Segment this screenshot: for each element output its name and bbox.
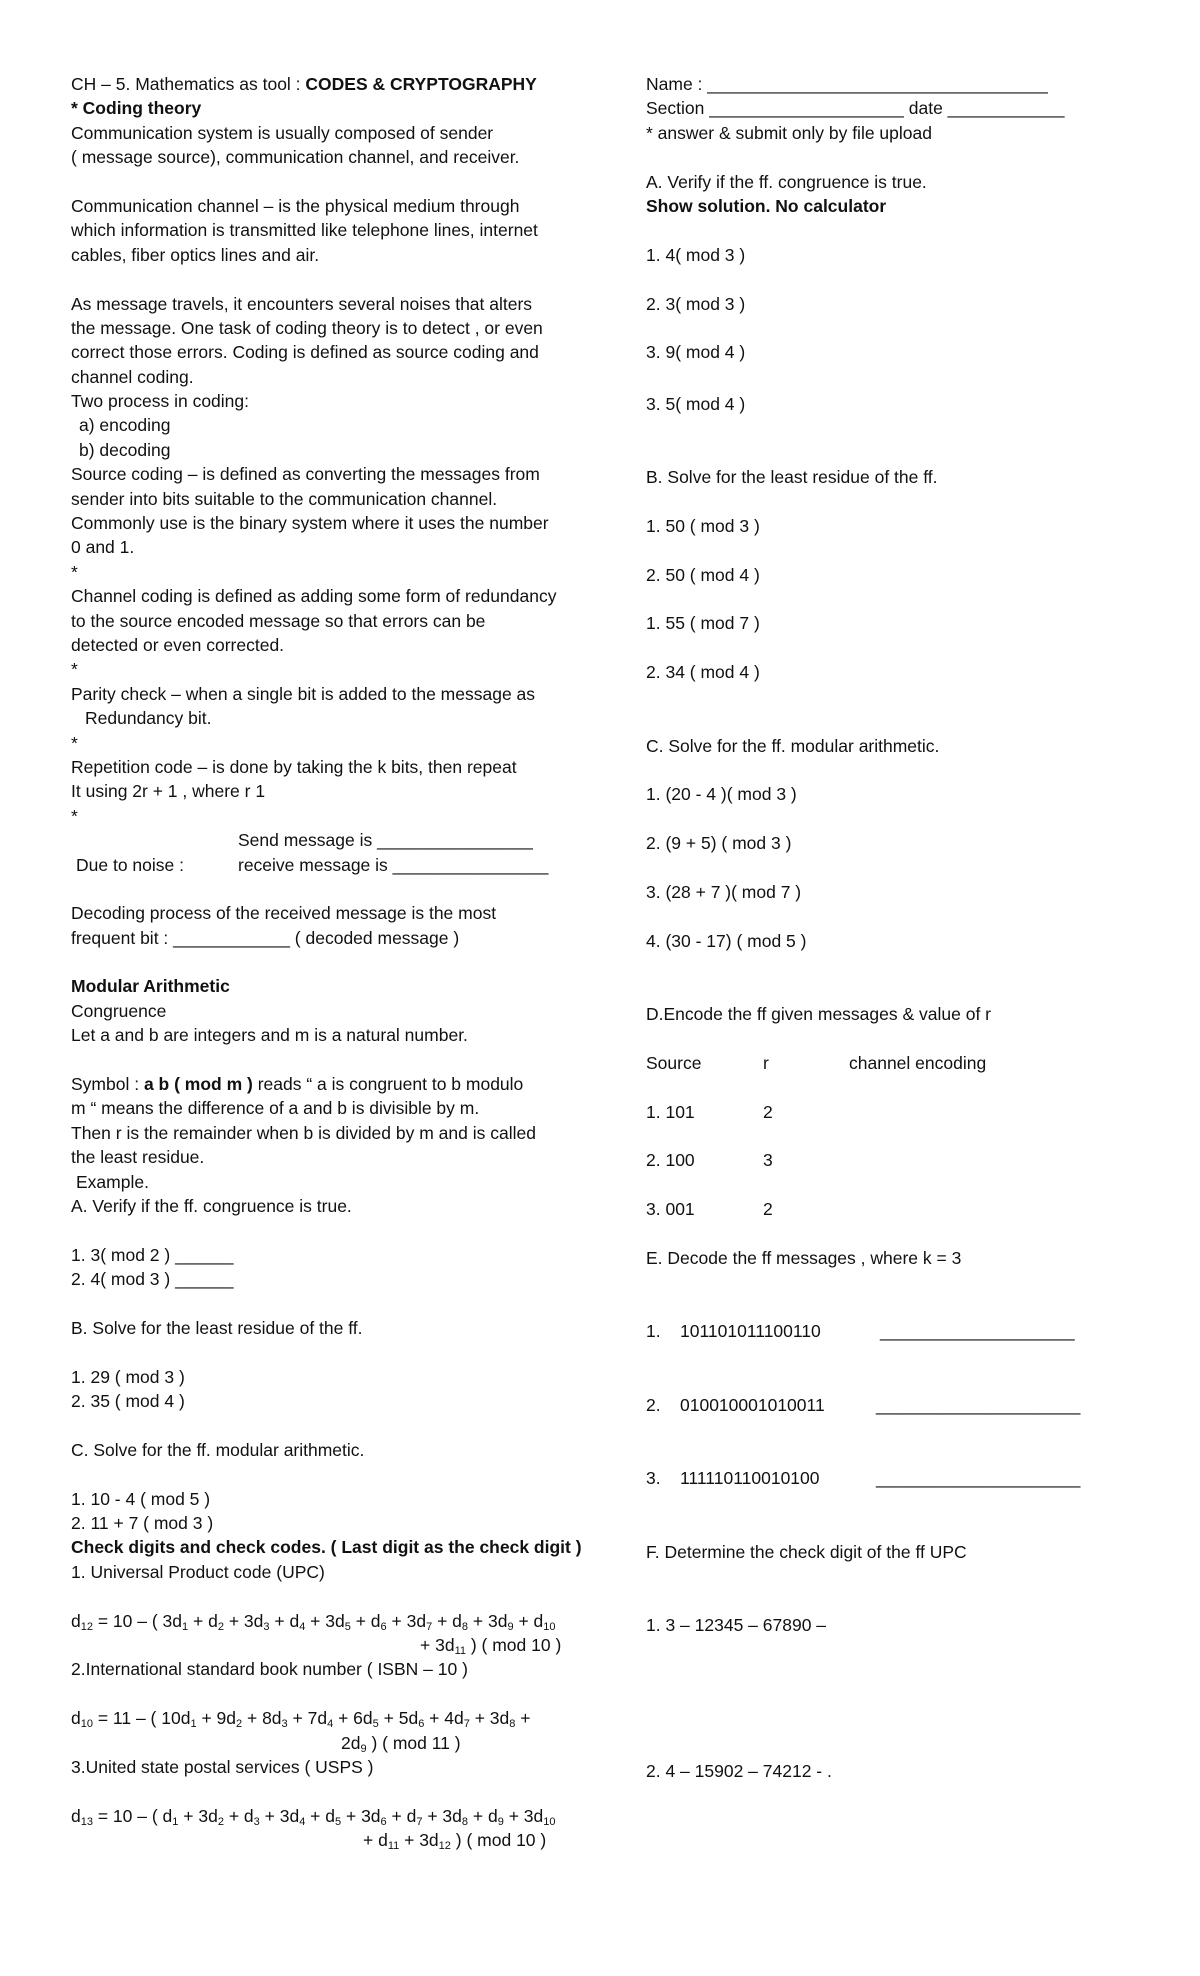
name-field: Name : ___________________________________ — [646, 74, 1048, 94]
paragraph-line: 2.International standard book number ( ISBN – 10 ) — [71, 1659, 468, 1680]
paragraph-line: Decoding process of the received message is the most — [71, 903, 497, 924]
paragraph-line: cables, fiber optics lines and air. — [71, 244, 320, 265]
section-c-title: C. Solve for the ff. modular arithmetic. — [646, 735, 940, 756]
question-item: 2. 3( mod 3 ) — [646, 293, 746, 314]
list-item: a) encoding — [79, 415, 171, 436]
upc-formula: $d_{12} = 10$ – ( $3d_1 + d_2 + 3d_3 + d_4 + 3d_5 + d_6 + 3d_7 + d_8 + 3d_9 + d_{10}$ — [71, 1610, 556, 1633]
modular-arithmetic-heading: Modular Arithmetic — [71, 976, 230, 997]
table-row: 2. 100 3 — [646, 1150, 773, 1171]
coding-theory-heading: * Coding theory — [71, 98, 202, 119]
receive-message-line: Due to noise : receive message is ________________ — [76, 854, 549, 875]
paragraph-line: A. Verify if the ff. congruence is true. — [71, 1195, 352, 1216]
paragraph-line: Two process in coding: — [71, 391, 250, 412]
paragraph-line: Let a and b are integers and m is a natural number. — [71, 1025, 468, 1046]
section-date-field: Section ____________________ date ____________ — [646, 98, 1065, 119]
list-item: 1. 10 - 4 ( mod 5 ) — [71, 1488, 211, 1509]
paragraph-line: C. Solve for the ff. modular arithmetic. — [71, 1439, 365, 1460]
decode-item: 1. 101101011100110 ____________________ — [646, 1321, 1075, 1342]
section-f-title: F. Determine the check digit of the ff UPC — [646, 1541, 967, 1562]
table-row: 1. 101 2 — [646, 1101, 773, 1122]
question-item: 1. (20 - 4 )( mod 3 ) — [646, 784, 797, 805]
list-item: 2. 11 + 7 ( mod 3 ) — [71, 1513, 214, 1534]
question-item: 4. (30 - 17) ( mod 5 ) — [646, 930, 807, 951]
isbn-formula: $d_{10} = 11$ – ( $10d_1 + 9d_2 + 8d_3 + 7d_4 + 6d_5 + 5d_6 + 4d_7 + 3d_8$ + — [71, 1708, 531, 1731]
paragraph-line: 3.United state postal services ( USPS ) — [71, 1756, 374, 1777]
paragraph-line: Redundancy bit. — [85, 708, 212, 729]
paragraph-line: ( message source), communication channel, and receiver. — [71, 147, 520, 168]
question-item: 1. 55 ( mod 7 ) — [646, 613, 760, 634]
paragraph-line: Parity check – when a single bit is added to the message as — [71, 683, 536, 704]
paragraph-line: 1. Universal Product code (UPC) — [71, 1561, 325, 1582]
question-item: 2. (9 + 5) ( mod 3 ) — [646, 833, 792, 854]
paragraph-line: which information is transmitted like telephone lines, internet — [71, 220, 538, 241]
table-row: 3. 001 2 — [646, 1199, 773, 1220]
list-item: 1. 29 ( mod 3 ) — [71, 1366, 185, 1387]
upc-question: 1. 3 – 12345 – 67890 – — [646, 1614, 827, 1635]
paragraph-line: Commonly use is the binary system where it uses the number — [71, 513, 549, 534]
section-a-subtitle: Show solution. No calculator — [646, 195, 887, 216]
paragraph-line: Then r is the remainder when b is divided by m and is called — [71, 1122, 536, 1143]
usps-formula: $d_{13} = 10$ – ( $d_1 + 3d_2 + d_3 + 3d_4 + d_5 + 3d_6 + d_7 + 3d_8 + d_9 + 3d_{10}$ — [71, 1805, 556, 1828]
paragraph-line: correct those errors. Coding is defined as source coding and — [71, 342, 539, 363]
table-header: Source r channel encoding — [646, 1052, 987, 1073]
paragraph-line: 0 and 1. — [71, 537, 135, 558]
question-item: 3. 9( mod 4 ) — [646, 342, 746, 363]
paragraph-line: Repetition code – is done by taking the k bits, then repeat — [71, 756, 517, 777]
list-item: 2. 4( mod 3 ) ______ — [71, 1269, 234, 1290]
example-label: Example. — [76, 1171, 149, 1192]
paragraph-line: detected or even corrected. — [71, 634, 285, 655]
paragraph-line: Source coding – is defined as converting the messages from — [71, 464, 540, 485]
question-item: 3. (28 + 7 )( mod 7 ) — [646, 881, 802, 902]
paragraph-line: the least residue. — [71, 1147, 205, 1168]
question-item: 3. 5( mod 4 ) — [646, 393, 746, 414]
paragraph-line: channel coding. — [71, 366, 194, 387]
asterisk: * — [71, 561, 78, 582]
asterisk: * — [71, 659, 78, 680]
list-item: 2. 35 ( mod 4 ) — [71, 1391, 185, 1412]
upc-question: 2. 4 – 15902 – 74212 - . — [646, 1761, 832, 1782]
paragraph-line: Communication system is usually composed of sender — [71, 122, 494, 143]
paragraph-line: the message. One task of coding theory is to detect , or even — [71, 317, 543, 338]
question-item: 1. 4( mod 3 ) — [646, 244, 746, 265]
paragraph-line: Channel coding is defined as adding some form of redundancy — [71, 586, 557, 607]
asterisk: * — [71, 805, 78, 826]
check-digits-heading: Check digits and check codes. ( Last digit as the check digit ) — [71, 1537, 582, 1558]
submit-note: * answer & submit only by file upload — [646, 122, 932, 143]
usps-formula-cont: + $d_{11} + 3d_{12}$ ) ( mod 10 ) — [363, 1830, 547, 1853]
symbol-line: Symbol : a b ( mod m ) reads “ a is congruent to b modulo — [71, 1074, 524, 1095]
paragraph-line: As message travels, it encounters several noises that alters — [71, 293, 533, 314]
isbn-formula-cont: $2d_9$ ) ( mod 11 ) — [341, 1732, 461, 1755]
paragraph-line: frequent bit : ____________ ( decoded message ) — [71, 927, 460, 948]
section-a-title: A. Verify if the ff. congruence is true. — [646, 171, 927, 192]
section-d-title: D.Encode the ff given messages & value of r — [646, 1004, 992, 1025]
paragraph-line: B. Solve for the least residue of the ff. — [71, 1317, 363, 1338]
paragraph-line: Communication channel – is the physical medium through — [71, 195, 520, 216]
paragraph-line: It using 2r + 1 , where r 1 — [71, 781, 266, 802]
decode-item: 2. 010010001010011 _____________________ — [646, 1394, 1081, 1415]
asterisk: * — [71, 732, 78, 753]
question-item: 2. 50 ( mod 4 ) — [646, 564, 760, 585]
section-b-title: B. Solve for the least residue of the ff. — [646, 467, 938, 488]
upc-formula-cont: + $3d_{11}$ ) ( mod 10 ) — [420, 1635, 562, 1657]
list-item: b) decoding — [79, 439, 171, 460]
send-message-line: Send message is ________________ — [238, 830, 533, 851]
list-item: 1. 3( mod 2 ) ______ — [71, 1244, 234, 1265]
question-item: 2. 34 ( mod 4 ) — [646, 662, 760, 683]
paragraph-line: sender into bits suitable to the communication channel. — [71, 488, 498, 509]
right-column — [646, 72, 1146, 1784]
chapter-title: CH – 5. Mathematics as tool : CODES & CRYPTOGRAPHY — [71, 74, 537, 94]
section-e-title: E. Decode the ff messages , where k = 3 — [646, 1248, 962, 1269]
paragraph-line: m “ means the difference of a and b is divisible by m. — [71, 1098, 480, 1119]
left-column — [71, 72, 591, 1853]
paragraph-line: to the source encoded message so that errors can be — [71, 610, 486, 631]
paragraph-line: Congruence — [71, 1000, 167, 1021]
decode-item: 3. 111110110010100 _____________________ — [646, 1468, 1081, 1489]
question-item: 1. 50 ( mod 3 ) — [646, 515, 760, 536]
